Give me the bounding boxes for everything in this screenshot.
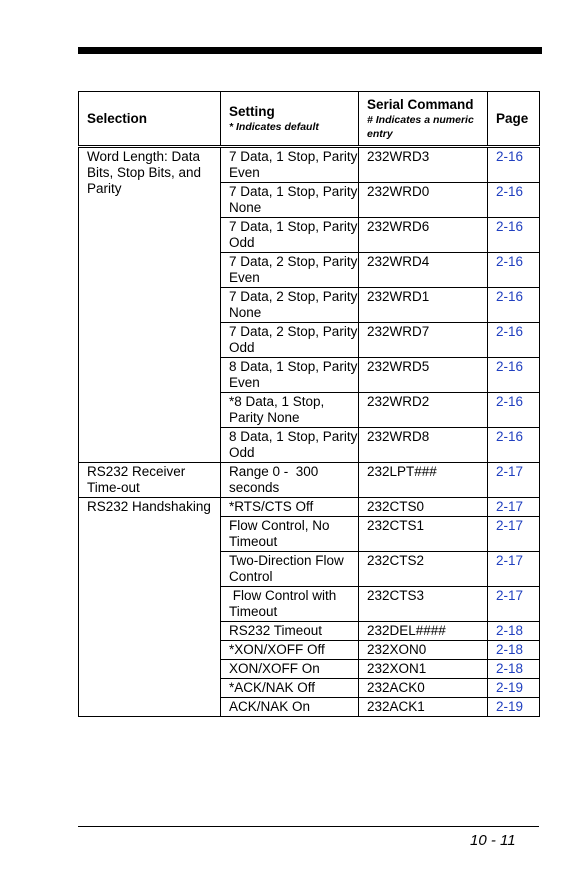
page-cell — [488, 218, 540, 253]
page-cell — [488, 393, 540, 428]
page-cell — [488, 622, 540, 641]
setting-cell: 7 Data, 2 Stop, Parity Even — [221, 253, 359, 288]
page-link[interactable]: 2-16 — [496, 324, 524, 339]
page-link[interactable]: 2-17 — [496, 499, 524, 514]
page-link[interactable]: 2-19 — [496, 680, 524, 695]
serial-command-cell: 232ACK1 — [359, 698, 488, 717]
serial-command-cell: 232CTS2 — [359, 552, 488, 587]
header-serial-command-note: # Indicates a numeric entry — [367, 113, 474, 140]
page-link[interactable]: 2-16 — [496, 429, 524, 444]
setting-cell: *XON/XOFF Off — [221, 641, 359, 660]
setting-cell: 7 Data, 1 Stop, Parity Even — [221, 147, 359, 183]
serial-command-cell: 232WRD0 — [359, 183, 488, 218]
page-link[interactable]: 2-18 — [496, 642, 524, 657]
serial-command-cell: 232WRD2 — [359, 393, 488, 428]
serial-command-cell: 232WRD5 — [359, 358, 488, 393]
serial-command-cell: 232WRD4 — [359, 253, 488, 288]
setting-cell: ACK/NAK On — [221, 698, 359, 717]
page-link[interactable]: 2-16 — [496, 289, 524, 304]
serial-command-cell: 232DEL#### — [359, 622, 488, 641]
header-setting-note: * Indicates default — [229, 120, 319, 133]
bottom-rule — [78, 826, 539, 827]
serial-command-cell: 232CTS3 — [359, 587, 488, 622]
serial-command-cell: 232WRD6 — [359, 218, 488, 253]
setting-cell: Two-Direction Flow Control — [221, 552, 359, 587]
page-cell — [488, 358, 540, 393]
page-number: 10 - 11 — [470, 832, 516, 849]
page-link[interactable]: 2-17 — [496, 518, 524, 533]
table-header-row — [79, 92, 540, 147]
serial-command-cell: 232WRD3 — [359, 147, 488, 183]
selection-cell: RS232 Handshaking — [79, 498, 221, 717]
header-serial-command — [359, 92, 488, 147]
setting-cell: 7 Data, 1 Stop, Parity Odd — [221, 218, 359, 253]
setting-cell: 8 Data, 1 Stop, Parity Even — [221, 358, 359, 393]
page-cell — [488, 698, 540, 717]
page-link[interactable]: 2-18 — [496, 661, 524, 676]
setting-cell: 8 Data, 1 Stop, Parity Odd — [221, 428, 359, 463]
page-link[interactable]: 2-17 — [496, 588, 524, 603]
page-cell — [488, 498, 540, 517]
top-rule — [78, 47, 542, 54]
page-cell — [488, 660, 540, 679]
page-cell — [488, 183, 540, 218]
serial-command-cell: 232XON0 — [359, 641, 488, 660]
serial-command-cell: 232WRD8 — [359, 428, 488, 463]
page-cell — [488, 587, 540, 622]
page-link[interactable]: 2-17 — [496, 553, 524, 568]
setting-cell: *RTS/CTS Off — [221, 498, 359, 517]
table-body — [79, 147, 540, 717]
serial-command-cell: 232WRD7 — [359, 323, 488, 358]
setting-cell: Flow Control, No Timeout — [221, 517, 359, 552]
serial-command-cell: 232ACK0 — [359, 679, 488, 698]
page-cell — [488, 147, 540, 183]
serial-command-cell: 232LPT### — [359, 463, 488, 498]
page-link[interactable]: 2-16 — [496, 184, 524, 199]
serial-command-cell: 232CTS0 — [359, 498, 488, 517]
page-link[interactable]: 2-19 — [496, 699, 524, 714]
page-cell — [488, 641, 540, 660]
setting-cell: *ACK/NAK Off — [221, 679, 359, 698]
page-cell — [488, 288, 540, 323]
page-link[interactable]: 2-16 — [496, 254, 524, 269]
header-page: Page — [488, 92, 540, 147]
table-row — [79, 498, 540, 517]
page-cell — [488, 463, 540, 498]
table-row — [79, 147, 540, 183]
page-link[interactable]: 2-17 — [496, 464, 524, 479]
setting-cell: Flow Control with Timeout — [221, 587, 359, 622]
setting-cell: 7 Data, 2 Stop, Parity None — [221, 288, 359, 323]
page-link[interactable]: 2-16 — [496, 394, 524, 409]
serial-command-cell: 232XON1 — [359, 660, 488, 679]
page-link[interactable]: 2-18 — [496, 623, 524, 638]
serial-command-cell: 232WRD1 — [359, 288, 488, 323]
page-link[interactable]: 2-16 — [496, 359, 524, 374]
setting-cell: 7 Data, 2 Stop, Parity Odd — [221, 323, 359, 358]
setting-cell: Range 0 - 300 seconds — [221, 463, 359, 498]
table-row — [79, 463, 540, 498]
page-link[interactable]: 2-16 — [496, 219, 524, 234]
selection-cell: RS232 Receiver Time-out — [79, 463, 221, 498]
page-cell — [488, 428, 540, 463]
header-selection: Selection — [79, 92, 221, 147]
setting-cell: *8 Data, 1 Stop, Parity None — [221, 393, 359, 428]
page-link[interactable]: 2-16 — [496, 149, 524, 164]
page-cell — [488, 253, 540, 288]
serial-command-cell: 232CTS1 — [359, 517, 488, 552]
page-cell — [488, 517, 540, 552]
header-setting-label: Setting — [229, 103, 275, 119]
header-setting — [221, 92, 359, 147]
page-cell — [488, 679, 540, 698]
page-cell — [488, 552, 540, 587]
page-cell — [488, 323, 540, 358]
setting-cell: XON/XOFF On — [221, 660, 359, 679]
selection-cell: Word Length: Data Bits, Stop Bits, and Parity — [79, 147, 221, 463]
setting-cell: RS232 Timeout — [221, 622, 359, 641]
header-serial-command-label: Serial Command — [367, 96, 474, 112]
setting-cell: 7 Data, 1 Stop, Parity None — [221, 183, 359, 218]
serial-command-table — [78, 91, 540, 717]
